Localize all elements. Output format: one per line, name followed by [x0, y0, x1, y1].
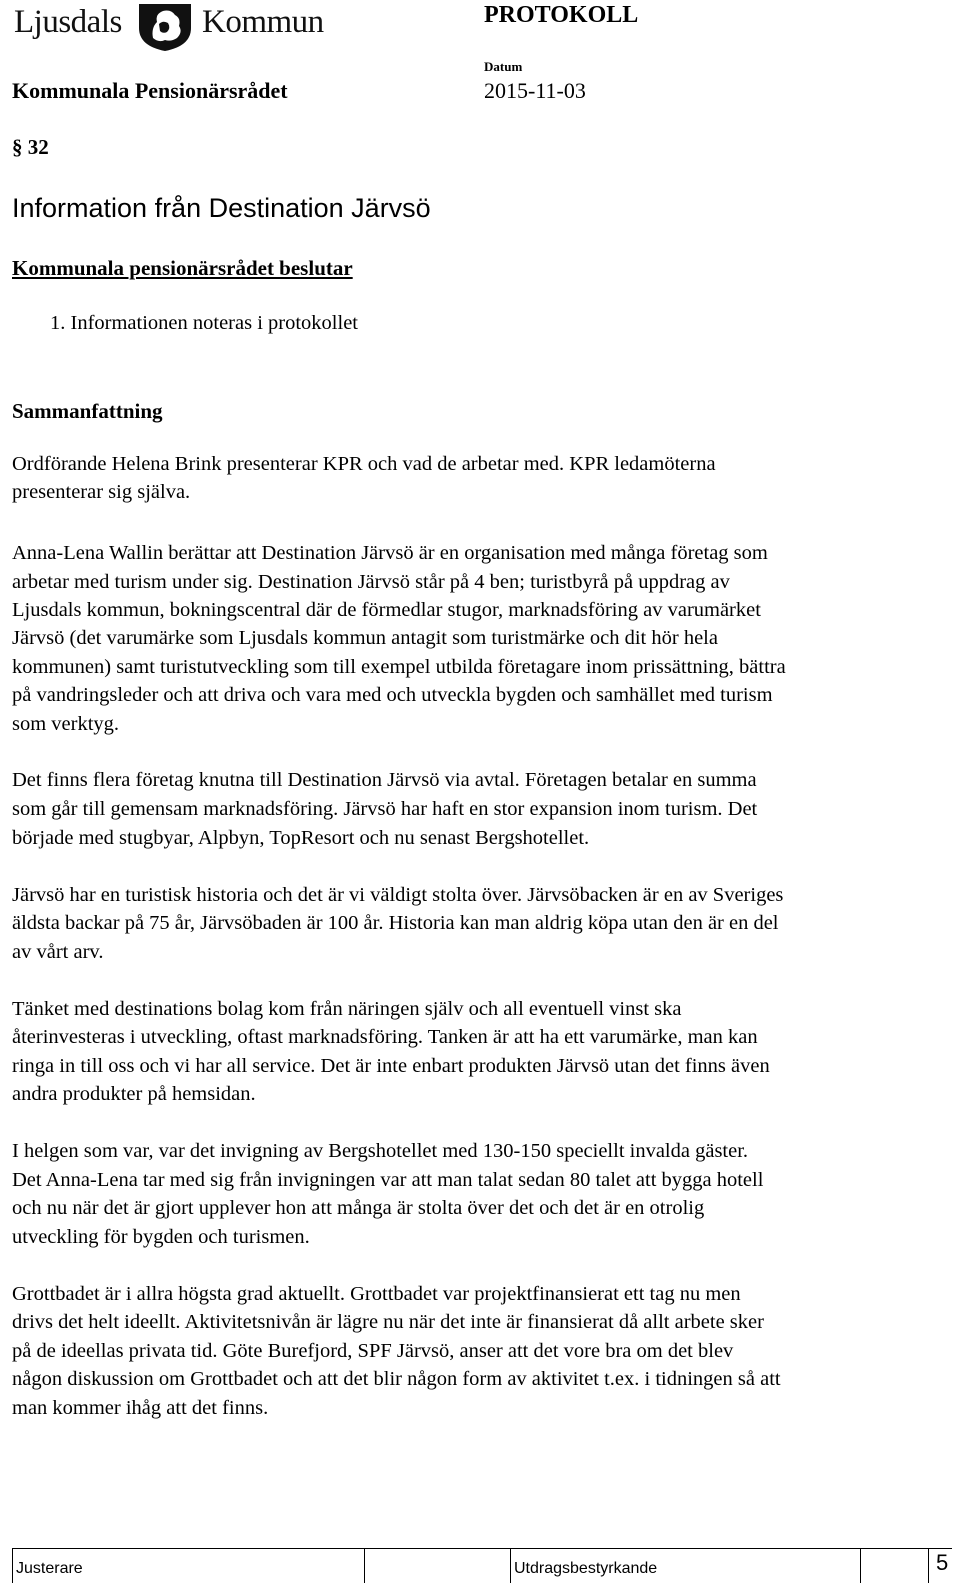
body-line: arbetar med turism under sig. Destination Järvsö står på 4 ben; turistbyrå på uppdrag av [12, 571, 730, 593]
body-line: drivs det helt ideellt. Aktivitetsnivån är lägre nu när det inte är finansierat då allt arbete sker [12, 1311, 764, 1333]
body-line: Järvsö (det varumärke som Ljusdals kommun antagit som turistmärke och dit hör hela [12, 627, 718, 649]
date-value: 2015-11-03 [484, 78, 586, 103]
body-line: andra produkter på hemsidan. [12, 1083, 256, 1105]
body-line: återinvesteras i utveckling, oftast marknadsföring. Tanken är att ha ett varumärke, man kan [12, 1026, 758, 1048]
body-line: Järvsö har en turistisk historia och det är vi väldigt stolta över. Järvsöbacken är en av Sveriges [12, 884, 784, 906]
body-line: och nu när det är gjort upplever hon att många är stolta över det och det är en otrolig [12, 1197, 705, 1219]
paragraph-number-value: 32 [27, 135, 49, 159]
body-line: äldsta backar på 75 år, Järvsöbaden är 100 år. Historia kan man aldrig köpa utan den är en del [12, 912, 779, 934]
body-line: Det finns flera företag knutna till Destination Järvsö via avtal. Företagen betalar en summa [12, 769, 757, 791]
body-line: Ljusdals kommun, bokningscentral där de förmedlar stugor, marknadsföring av varumärket [12, 599, 761, 621]
footer-divider [364, 1549, 365, 1583]
logo-text-kommun: Kommun [202, 4, 324, 40]
body-line: på vandringsleder och att driva och vara med och utveckla bygden och samhället med turism [12, 684, 773, 706]
doc-type: PROTOKOLL [484, 2, 639, 28]
footer-divider [12, 1549, 13, 1583]
body-line: som går till gemensam marknadsföring. Järvsö har haft en stor expansion inom turism. Det [12, 798, 758, 820]
footer-utdragsbestyrkande: Utdragsbestyrkande [514, 1560, 658, 1577]
body-line: Grottbadet är i allra högsta grad aktuellt. Grottbadet var projektfinansierat ett tag nu men [12, 1283, 741, 1305]
footer-divider [510, 1549, 511, 1583]
ljusdals-kommun-logo [12, 2, 332, 48]
body-line: Det Anna-Lena tar med sig från invigningen var att man talat sedan 80 talet att bygga hotell [12, 1169, 764, 1191]
footer-rule [12, 1548, 952, 1549]
footer-justerare: Justerare [16, 1560, 83, 1577]
body-line: på de ideellas privata tid. Göte Burefjord, SPF Järvsö, anser att det vore bra om det blev [12, 1340, 734, 1362]
body-line: Tänket med destinations bolag kom från näringen själv och all eventuell vinst ska [12, 998, 682, 1020]
body-line: Anna-Lena Wallin berättar att Destination Järvsö är en organisation med många företag som [12, 542, 768, 564]
summary-heading: Sammanfattning [12, 399, 163, 423]
body-line: ringa in till oss och vi har all service. Det är inte enbart produkten Järvsö utan det finns även [12, 1055, 770, 1077]
crest-icon [135, 2, 195, 52]
body-line: av vårt arv. [12, 941, 104, 963]
page-title: Information från Destination Järvsö [12, 193, 431, 223]
body-line: någon diskussion om Grottbadet och att det blir någon form av aktivitet t.ex. i tidningen så att [12, 1368, 781, 1390]
section-sign-icon: § [12, 135, 23, 159]
page-number: 5 [936, 1550, 949, 1575]
body-line: Ordförande Helena Brink presenterar KPR och vad de arbetar med. KPR ledamöterna [12, 453, 716, 475]
body-line: presenterar sig själva. [12, 481, 191, 503]
date-label: Datum [484, 59, 523, 74]
decision-heading: Kommunala pensionärsrådet beslutar [12, 256, 353, 280]
body-line: utveckling för bygden och turismen. [12, 1226, 310, 1248]
logo-text-ljusdals: Ljusdals [14, 4, 122, 40]
body-line: kommunen) samt turistutveckling som till exempel utbilda företagare inom prissättning, bättra [12, 656, 786, 678]
footer-divider [928, 1549, 929, 1583]
body-line: man kommer ihåg att det finns. [12, 1397, 269, 1419]
body-line: som verktyg. [12, 713, 120, 735]
body-line: började med stugbyar, Alpbyn, TopResort och nu senast Bergshotellet. [12, 827, 590, 849]
organ-name: Kommunala Pensionärsrådet [12, 78, 288, 103]
footer-divider [860, 1549, 861, 1583]
paragraph-number [12, 135, 49, 160]
body-line: I helgen som var, var det invigning av Bergshotellet med 130-150 speciellt invalda gäster. [12, 1140, 749, 1162]
decision-item: 1. Informationen noteras i protokollet [50, 312, 358, 334]
